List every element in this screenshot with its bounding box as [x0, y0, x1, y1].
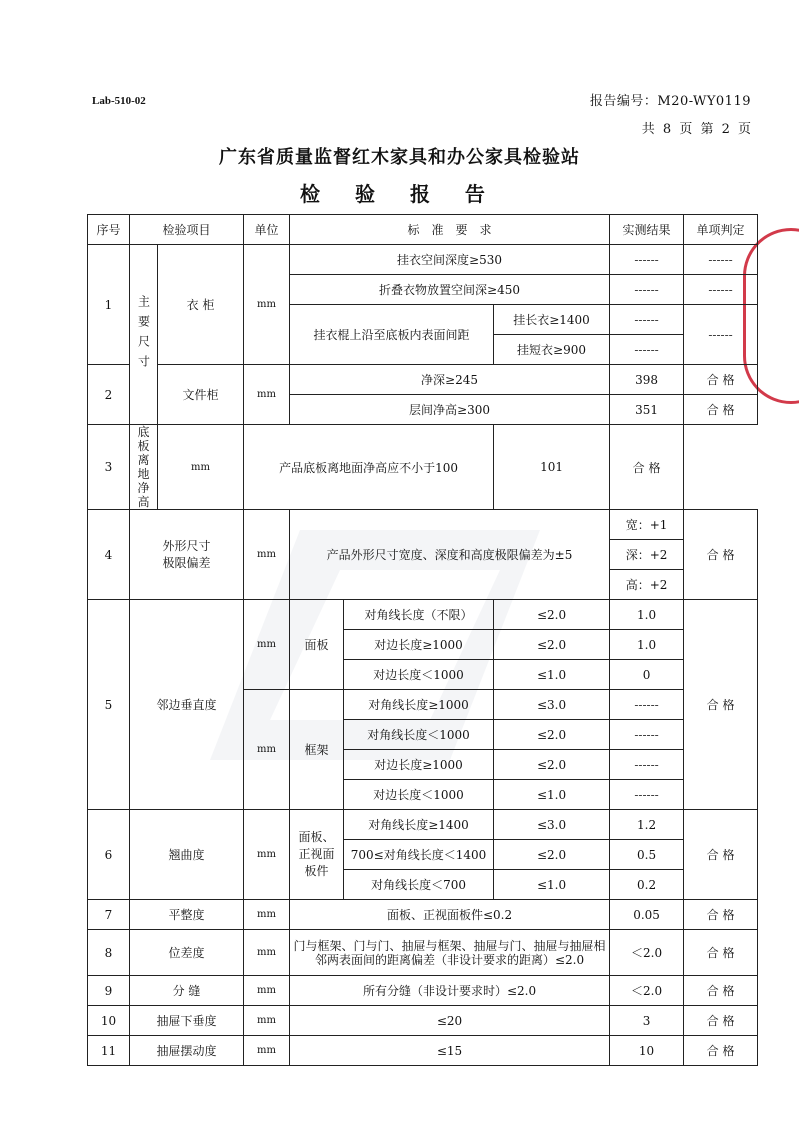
organization-name: 广东省质量监督红木家具和办公家具检验站: [219, 147, 580, 168]
unit: mm: [244, 600, 290, 690]
unit: mm: [244, 900, 290, 930]
limit: ≤2.0: [494, 600, 610, 630]
judgement: 合 格: [610, 425, 684, 510]
requirement: 产品外形尺寸宽度、深度和高度极限偏差为±5: [290, 510, 610, 600]
unit: mm: [158, 425, 244, 510]
col-header-item: 检验项目: [130, 215, 244, 245]
result: ------: [610, 690, 684, 720]
inspection-table: [87, 214, 758, 1066]
row-no: 7: [88, 900, 130, 930]
row-no: 3: [88, 425, 130, 510]
result: ------: [610, 750, 684, 780]
sub-item: 面板、正视面板件: [290, 810, 344, 900]
judgement: ------: [684, 305, 758, 365]
row-no: 2: [88, 365, 130, 425]
col-header-no: 序号: [88, 215, 130, 245]
row-no: 10: [88, 1006, 130, 1036]
item-name: 抽屉下垂度: [130, 1006, 244, 1036]
item-name: 平整度: [130, 900, 244, 930]
item-name: 抽屉摆动度: [130, 1036, 244, 1066]
requirement: 所有分缝（非设计要求时）≤2.0: [290, 976, 610, 1006]
item-name: 衣 柜: [158, 245, 244, 365]
row-no: 9: [88, 976, 130, 1006]
result: ------: [610, 245, 684, 275]
lab-code: Lab-510-02: [92, 95, 146, 107]
result: ------: [610, 335, 684, 365]
condition: 对边长度＜1000: [344, 780, 494, 810]
table-row: [88, 1036, 758, 1066]
limit: ≤2.0: [494, 840, 610, 870]
table-row: [88, 365, 758, 395]
requirement: ≤15: [290, 1036, 610, 1066]
item-name: 位差度: [130, 930, 244, 976]
row-no: 11: [88, 1036, 130, 1066]
condition: 对边长度≥1000: [344, 630, 494, 660]
result: ------: [610, 305, 684, 335]
col-header-requirement: 标 准 要 求: [290, 215, 610, 245]
col-header-unit: 单位: [244, 215, 290, 245]
result: 10: [610, 1036, 684, 1066]
limit: ≤2.0: [494, 630, 610, 660]
judgement: 合 格: [684, 365, 758, 395]
table-row: [88, 1006, 758, 1036]
result: 0.5: [610, 840, 684, 870]
unit: mm: [244, 930, 290, 976]
item-name: 翘曲度: [130, 810, 244, 900]
col-header-judgement: 单项判定: [684, 215, 758, 245]
condition: 对角线长度＜1000: [344, 720, 494, 750]
requirement: 净深≥245: [290, 365, 610, 395]
report-title: 检 验 报 告: [300, 182, 499, 206]
result: 0.2: [610, 870, 684, 900]
requirement: 折叠衣物放置空间深≥450: [290, 275, 610, 305]
result: 0: [610, 660, 684, 690]
condition: 对边长度≥1000: [344, 750, 494, 780]
judgement: 合 格: [684, 1036, 758, 1066]
col-header-result: 实测结果: [610, 215, 684, 245]
result: 351: [610, 395, 684, 425]
table-row: [88, 810, 758, 840]
result: 高：+2: [610, 570, 684, 600]
judgement: 合 格: [684, 900, 758, 930]
result: ＜2.0: [610, 930, 684, 976]
requirement-sub: 挂长衣≥1400: [494, 305, 610, 335]
limit: ≤2.0: [494, 720, 610, 750]
judgement: 合 格: [684, 810, 758, 900]
item-name: 底板离地净高: [130, 425, 158, 510]
row-no: 1: [88, 245, 130, 365]
limit: ≤1.0: [494, 660, 610, 690]
judgement: 合 格: [684, 600, 758, 810]
row-no: 5: [88, 600, 130, 810]
unit: mm: [244, 976, 290, 1006]
result: 1.2: [610, 810, 684, 840]
table-row: [88, 930, 758, 976]
table-row: [88, 600, 758, 630]
unit: mm: [244, 810, 290, 900]
table-header-row: [88, 215, 758, 245]
limit: ≤3.0: [494, 810, 610, 840]
table-row: [88, 245, 758, 275]
limit: ≤1.0: [494, 870, 610, 900]
table-row: [88, 976, 758, 1006]
table-row: [88, 900, 758, 930]
limit: ≤3.0: [494, 690, 610, 720]
condition: 对边长度＜1000: [344, 660, 494, 690]
result: ------: [610, 780, 684, 810]
judgement: ------: [684, 245, 758, 275]
result: ------: [610, 720, 684, 750]
condition: 对角线长度＜700: [344, 870, 494, 900]
unit: mm: [244, 510, 290, 600]
result: 深：+2: [610, 540, 684, 570]
report-number: 报告编号：M20-WY0119: [589, 94, 751, 109]
table-row: [88, 510, 758, 540]
row-no: 6: [88, 810, 130, 900]
group-main-dimensions: 主要尺寸: [130, 245, 158, 425]
row-no: 4: [88, 510, 130, 600]
limit: ≤1.0: [494, 780, 610, 810]
condition: 对角线长度≥1000: [344, 690, 494, 720]
unit: mm: [244, 690, 290, 810]
judgement: 合 格: [684, 1006, 758, 1036]
requirement-sub: 挂短衣≥900: [494, 335, 610, 365]
condition: 对角线长度（不限）: [344, 600, 494, 630]
result: 1.0: [610, 630, 684, 660]
result: ＜2.0: [610, 976, 684, 1006]
result: 101: [494, 425, 610, 510]
unit: mm: [244, 1036, 290, 1066]
judgement: 合 格: [684, 976, 758, 1006]
requirement: ≤20: [290, 1006, 610, 1036]
requirement: 面板、正视面板件≤0.2: [290, 900, 610, 930]
requirement: 产品底板离地面净高应不小于100: [244, 425, 494, 510]
requirement: 门与框架、门与门、抽屉与框架、抽屉与门、抽屉与抽屉相邻两表面间的距离偏差（非设计要求的距离）≤2.0: [290, 930, 610, 976]
requirement: 层间净高≥300: [290, 395, 610, 425]
condition: 700≤对角线长度＜1400: [344, 840, 494, 870]
unit: mm: [244, 245, 290, 365]
judgement: 合 格: [684, 510, 758, 600]
limit: ≤2.0: [494, 750, 610, 780]
result: 398: [610, 365, 684, 395]
judgement: 合 格: [684, 395, 758, 425]
item-name: 邻边垂直度: [130, 600, 244, 810]
judgement: 合 格: [684, 930, 758, 976]
result: 宽：+1: [610, 510, 684, 540]
unit: mm: [244, 1006, 290, 1036]
sub-item: 面板: [290, 600, 344, 690]
page-count: 共 8 页 第 2 页: [641, 122, 751, 137]
row-no: 8: [88, 930, 130, 976]
result: 1.0: [610, 600, 684, 630]
result: 0.05: [610, 900, 684, 930]
item-name: 外形尺寸极限偏差: [130, 510, 244, 600]
requirement: 挂衣棍上沿至底板内表面间距: [290, 305, 494, 365]
item-name: 分 缝: [130, 976, 244, 1006]
table-row: [88, 425, 758, 510]
unit: mm: [244, 365, 290, 425]
result: ------: [610, 275, 684, 305]
judgement: ------: [684, 275, 758, 305]
condition: 对角线长度≥1400: [344, 810, 494, 840]
requirement: 挂衣空间深度≥530: [290, 245, 610, 275]
item-name: 文件柜: [158, 365, 244, 425]
sub-item: 框架: [290, 690, 344, 810]
result: 3: [610, 1006, 684, 1036]
